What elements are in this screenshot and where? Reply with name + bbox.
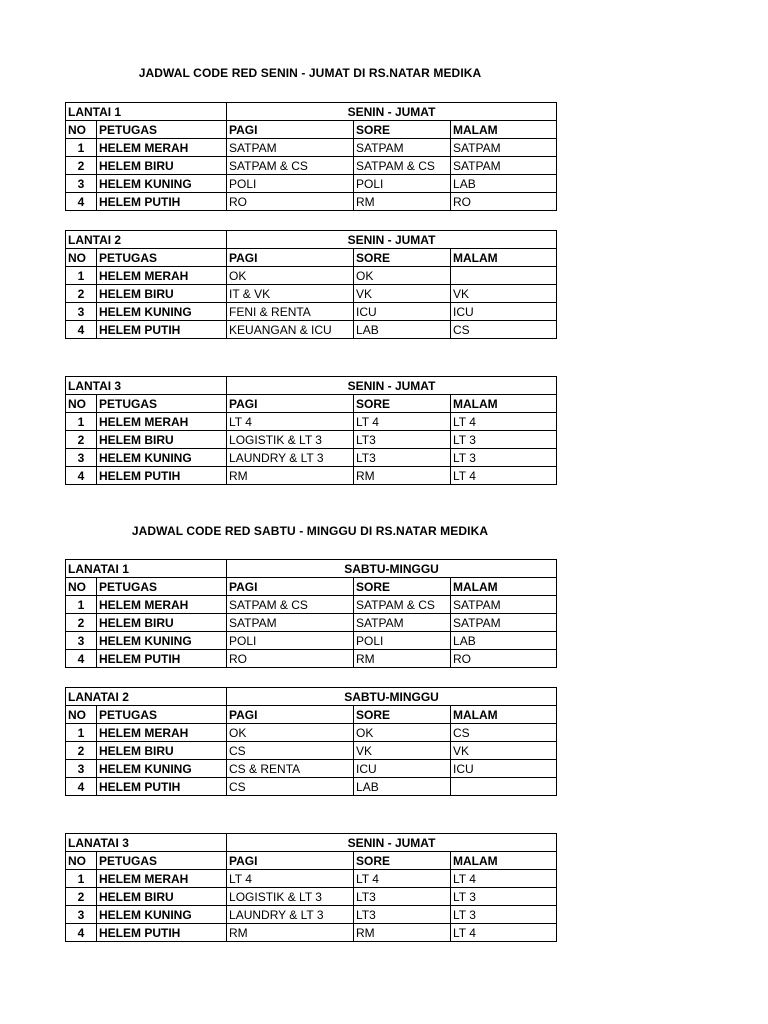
petugas-cell: HELEM MERAH — [97, 596, 227, 614]
table-row — [66, 321, 557, 339]
column-header-no: NO — [66, 578, 97, 596]
floor-label: LANTAI 3 — [66, 377, 227, 395]
row-number: 1 — [66, 724, 97, 742]
table-header-row — [66, 395, 557, 413]
petugas-cell: HELEM PUTIH — [97, 778, 227, 796]
malam-cell: ICU — [451, 303, 557, 321]
sore-cell: ICU — [354, 303, 451, 321]
column-header-pagi: PAGI — [227, 249, 354, 267]
row-number: 3 — [66, 175, 97, 193]
row-number: 2 — [66, 888, 97, 906]
sore-cell: LAB — [354, 778, 451, 796]
pagi-cell: SATPAM & CS — [227, 157, 354, 175]
sore-cell: OK — [354, 724, 451, 742]
sore-cell: LT 4 — [354, 870, 451, 888]
sore-cell: POLI — [354, 175, 451, 193]
table-row — [66, 157, 557, 175]
pagi-cell: RO — [227, 193, 354, 211]
petugas-cell: HELEM KUNING — [97, 303, 227, 321]
row-number: 3 — [66, 632, 97, 650]
sore-cell: LT3 — [354, 906, 451, 924]
column-header-malam: MALAM — [451, 249, 557, 267]
malam-cell — [451, 267, 557, 285]
column-header-malam: MALAM — [451, 852, 557, 870]
table-row — [66, 632, 557, 650]
column-header-pagi: PAGI — [227, 395, 354, 413]
malam-cell: VK — [451, 742, 557, 760]
petugas-cell: HELEM BIRU — [97, 888, 227, 906]
pagi-cell: RM — [227, 467, 354, 485]
petugas-cell: HELEM PUTIH — [97, 924, 227, 942]
malam-cell: SATPAM — [451, 614, 557, 632]
row-number: 4 — [66, 650, 97, 668]
table-row — [66, 193, 557, 211]
petugas-cell: HELEM KUNING — [97, 449, 227, 467]
table-row — [66, 924, 557, 942]
petugas-cell: HELEM BIRU — [97, 742, 227, 760]
pagi-cell: LT 4 — [227, 870, 354, 888]
table-row — [66, 760, 557, 778]
sore-cell: SATPAM — [354, 614, 451, 632]
period-label: SENIN - JUMAT — [227, 231, 557, 249]
row-number: 4 — [66, 193, 97, 211]
period-label: SABTU-MINGGU — [227, 560, 557, 578]
petugas-cell: HELEM KUNING — [97, 760, 227, 778]
malam-cell: LT 4 — [451, 413, 557, 431]
column-header-sore: SORE — [354, 578, 451, 596]
weekend-schedule-title: JADWAL CODE RED SABTU - MINGGU DI RS.NATAR MEDIKA — [131, 524, 489, 538]
sore-cell: SATPAM & CS — [354, 596, 451, 614]
floor-label: LANATAI 2 — [66, 688, 227, 706]
weekday-floor-2-table — [65, 230, 557, 339]
column-header-petugas: PETUGAS — [97, 395, 227, 413]
table-title-row — [66, 834, 557, 852]
sore-cell: VK — [354, 285, 451, 303]
row-number: 3 — [66, 906, 97, 924]
table-row — [66, 596, 557, 614]
pagi-cell: KEUANGAN & ICU — [227, 321, 354, 339]
column-header-sore: SORE — [354, 249, 451, 267]
table-row — [66, 449, 557, 467]
column-header-malam: MALAM — [451, 121, 557, 139]
row-number: 2 — [66, 157, 97, 175]
row-number: 2 — [66, 742, 97, 760]
sore-cell: POLI — [354, 632, 451, 650]
pagi-cell: OK — [227, 724, 354, 742]
pagi-cell: SATPAM & CS — [227, 596, 354, 614]
table-row — [66, 303, 557, 321]
pagi-cell: SATPAM — [227, 614, 354, 632]
pagi-cell: SATPAM — [227, 139, 354, 157]
pagi-cell: CS & RENTA — [227, 760, 354, 778]
period-label: SENIN - JUMAT — [227, 377, 557, 395]
column-header-pagi: PAGI — [227, 121, 354, 139]
malam-cell: RO — [451, 650, 557, 668]
period-label: SENIN - JUMAT — [227, 103, 557, 121]
petugas-cell: HELEM PUTIH — [97, 321, 227, 339]
column-header-sore: SORE — [354, 706, 451, 724]
column-header-malam: MALAM — [451, 706, 557, 724]
sore-cell: ICU — [354, 760, 451, 778]
table-title-row — [66, 103, 557, 121]
column-header-petugas: PETUGAS — [97, 706, 227, 724]
malam-cell: LT 3 — [451, 431, 557, 449]
row-number: 4 — [66, 321, 97, 339]
sore-cell: RM — [354, 650, 451, 668]
row-number: 3 — [66, 449, 97, 467]
table-row — [66, 175, 557, 193]
column-header-pagi: PAGI — [227, 852, 354, 870]
pagi-cell: LAUNDRY & LT 3 — [227, 906, 354, 924]
pagi-cell: OK — [227, 267, 354, 285]
petugas-cell: HELEM MERAH — [97, 724, 227, 742]
sore-cell: RM — [354, 193, 451, 211]
row-number: 1 — [66, 596, 97, 614]
table-row — [66, 888, 557, 906]
petugas-cell: HELEM KUNING — [97, 906, 227, 924]
column-header-petugas: PETUGAS — [97, 852, 227, 870]
petugas-cell: HELEM PUTIH — [97, 650, 227, 668]
malam-cell: ICU — [451, 760, 557, 778]
row-number: 2 — [66, 614, 97, 632]
row-number: 4 — [66, 778, 97, 796]
petugas-cell: HELEM BIRU — [97, 431, 227, 449]
row-number: 1 — [66, 870, 97, 888]
table-row — [66, 724, 557, 742]
row-number: 1 — [66, 139, 97, 157]
petugas-cell: HELEM BIRU — [97, 614, 227, 632]
malam-cell: SATPAM — [451, 139, 557, 157]
petugas-cell: HELEM MERAH — [97, 413, 227, 431]
petugas-cell: HELEM BIRU — [97, 285, 227, 303]
table-header-row — [66, 121, 557, 139]
table-row — [66, 285, 557, 303]
pagi-cell: RM — [227, 924, 354, 942]
pagi-cell: CS — [227, 778, 354, 796]
malam-cell: LT 4 — [451, 924, 557, 942]
petugas-cell: HELEM BIRU — [97, 157, 227, 175]
malam-cell: VK — [451, 285, 557, 303]
floor-label: LANATAI 1 — [66, 560, 227, 578]
period-label: SABTU-MINGGU — [227, 688, 557, 706]
sore-cell: SATPAM — [354, 139, 451, 157]
pagi-cell: LOGISTIK & LT 3 — [227, 431, 354, 449]
table-row — [66, 870, 557, 888]
floor-label: LANATAI 3 — [66, 834, 227, 852]
period-label: SENIN - JUMAT — [227, 834, 557, 852]
column-header-malam: MALAM — [451, 395, 557, 413]
petugas-cell: HELEM MERAH — [97, 267, 227, 285]
pagi-cell: FENI & RENTA — [227, 303, 354, 321]
column-header-pagi: PAGI — [227, 578, 354, 596]
column-header-no: NO — [66, 852, 97, 870]
pagi-cell: POLI — [227, 632, 354, 650]
column-header-no: NO — [66, 395, 97, 413]
sore-cell: LT3 — [354, 888, 451, 906]
table-row — [66, 431, 557, 449]
row-number: 2 — [66, 431, 97, 449]
weekend-floor-1-table — [65, 559, 557, 668]
column-header-sore: SORE — [354, 121, 451, 139]
row-number: 2 — [66, 285, 97, 303]
floor-label: LANTAI 2 — [66, 231, 227, 249]
table-row — [66, 614, 557, 632]
malam-cell: RO — [451, 193, 557, 211]
table-title-row — [66, 377, 557, 395]
table-row — [66, 742, 557, 760]
column-header-no: NO — [66, 706, 97, 724]
row-number: 1 — [66, 413, 97, 431]
malam-cell: LT 4 — [451, 467, 557, 485]
malam-cell — [451, 778, 557, 796]
petugas-cell: HELEM PUTIH — [97, 467, 227, 485]
row-number: 1 — [66, 267, 97, 285]
table-header-row — [66, 249, 557, 267]
malam-cell: LT 4 — [451, 870, 557, 888]
malam-cell: LT 3 — [451, 888, 557, 906]
weekday-floor-1-table — [65, 102, 557, 211]
pagi-cell: CS — [227, 742, 354, 760]
malam-cell: LT 3 — [451, 906, 557, 924]
table-header-row — [66, 706, 557, 724]
table-header-row — [66, 578, 557, 596]
floor-label: LANTAI 1 — [66, 103, 227, 121]
row-number: 4 — [66, 467, 97, 485]
sore-cell: LAB — [354, 321, 451, 339]
pagi-cell: RO — [227, 650, 354, 668]
sore-cell: RM — [354, 467, 451, 485]
table-title-row — [66, 560, 557, 578]
table-row — [66, 267, 557, 285]
table-header-row — [66, 852, 557, 870]
weekend-floor-2-table — [65, 687, 557, 796]
column-header-petugas: PETUGAS — [97, 249, 227, 267]
malam-cell: LAB — [451, 175, 557, 193]
sore-cell: LT3 — [354, 449, 451, 467]
pagi-cell: LOGISTIK & LT 3 — [227, 888, 354, 906]
column-header-no: NO — [66, 249, 97, 267]
pagi-cell: LAUNDRY & LT 3 — [227, 449, 354, 467]
pagi-cell: LT 4 — [227, 413, 354, 431]
table-title-row — [66, 231, 557, 249]
malam-cell: CS — [451, 724, 557, 742]
sore-cell: RM — [354, 924, 451, 942]
column-header-sore: SORE — [354, 395, 451, 413]
sore-cell: VK — [354, 742, 451, 760]
row-number: 3 — [66, 760, 97, 778]
column-header-pagi: PAGI — [227, 706, 354, 724]
table-row — [66, 778, 557, 796]
weekday-floor-3-table — [65, 376, 557, 485]
table-row — [66, 906, 557, 924]
petugas-cell: HELEM MERAH — [97, 870, 227, 888]
column-header-sore: SORE — [354, 852, 451, 870]
sore-cell: LT3 — [354, 431, 451, 449]
malam-cell: LT 3 — [451, 449, 557, 467]
column-header-malam: MALAM — [451, 578, 557, 596]
malam-cell: SATPAM — [451, 596, 557, 614]
column-header-no: NO — [66, 121, 97, 139]
row-number: 4 — [66, 924, 97, 942]
table-row — [66, 467, 557, 485]
table-row — [66, 413, 557, 431]
sore-cell: SATPAM & CS — [354, 157, 451, 175]
table-row — [66, 139, 557, 157]
column-header-petugas: PETUGAS — [97, 121, 227, 139]
row-number: 3 — [66, 303, 97, 321]
petugas-cell: HELEM PUTIH — [97, 193, 227, 211]
weekend-floor-3-table — [65, 833, 557, 942]
table-title-row — [66, 688, 557, 706]
malam-cell: LAB — [451, 632, 557, 650]
weekday-schedule-title: JADWAL CODE RED SENIN - JUMAT DI RS.NATAR MEDIKA — [138, 66, 482, 80]
pagi-cell: IT & VK — [227, 285, 354, 303]
malam-cell: SATPAM — [451, 157, 557, 175]
pagi-cell: POLI — [227, 175, 354, 193]
table-row — [66, 650, 557, 668]
petugas-cell: HELEM KUNING — [97, 175, 227, 193]
malam-cell: CS — [451, 321, 557, 339]
sore-cell: LT 4 — [354, 413, 451, 431]
column-header-petugas: PETUGAS — [97, 578, 227, 596]
sore-cell: OK — [354, 267, 451, 285]
petugas-cell: HELEM MERAH — [97, 139, 227, 157]
petugas-cell: HELEM KUNING — [97, 632, 227, 650]
